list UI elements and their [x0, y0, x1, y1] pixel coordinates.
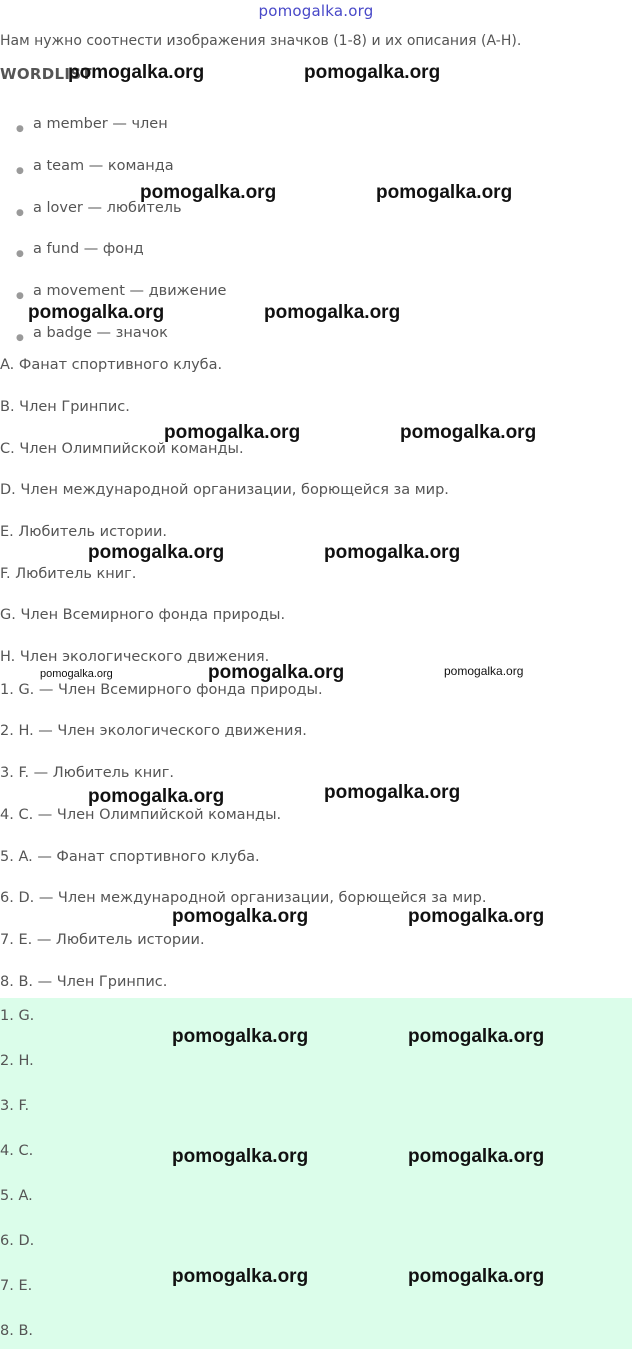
answer-item: 8. B. — [0, 1323, 34, 1339]
site-logo[interactable]: pomogalka.org — [258, 2, 374, 20]
watermark: pomogalka.org — [172, 1266, 309, 1287]
description-item: C. Член Олимпийской команды. — [0, 441, 244, 457]
answer-item: 3. F. — [0, 1098, 30, 1114]
watermark: pomogalka.org — [140, 182, 277, 203]
watermark: pomogalka.org — [408, 1026, 545, 1047]
answer-item: 2. H. — [0, 1053, 34, 1069]
wordlist-item: a team — команда — [33, 158, 174, 174]
match-item: 7. E. — Любитель истории. — [0, 932, 205, 948]
watermark: pomogalka.org — [68, 62, 205, 83]
watermark: pomogalka.org — [28, 302, 165, 323]
description-item: F. Любитель книг. — [0, 566, 137, 582]
watermark: pomogalka.org — [324, 782, 461, 803]
match-item: 8. B. — Член Гринпис. — [0, 974, 168, 990]
description-item: D. Член международной организации, борющейся за мир. — [0, 482, 449, 498]
wordlist-item: a member — член — [33, 116, 168, 132]
answer-item: 1. G. — [0, 1008, 35, 1024]
bullet-icon: ● — [16, 333, 24, 343]
watermark: pomogalka.org — [172, 1146, 309, 1167]
watermark: pomogalka.org — [408, 1146, 545, 1167]
watermark: pomogalka.org — [304, 62, 441, 83]
watermark: pomogalka.org — [400, 422, 537, 443]
watermark: pomogalka.org — [408, 906, 545, 927]
match-item: 4. C. — Член Олимпийской команды. — [0, 807, 282, 823]
wordlist-item: a badge — значок — [33, 325, 168, 341]
watermark: pomogalka.org — [88, 786, 225, 807]
watermark: pomogalka.org — [172, 906, 309, 927]
answer-item: 5. A. — [0, 1188, 33, 1204]
bullet-icon: ● — [16, 291, 24, 301]
watermark: pomogalka.org — [164, 422, 301, 443]
description-item: H. Член экологического движения. — [0, 649, 270, 665]
watermark: pomogalka.org — [444, 664, 524, 678]
bullet-icon: ● — [16, 249, 24, 259]
watermark: pomogalka.org — [264, 302, 401, 323]
watermark: pomogalka.org — [208, 662, 345, 683]
watermark: pomogalka.org — [172, 1026, 309, 1047]
wordlist-item: a movement — движение — [33, 283, 227, 299]
answer-item: 6. D. — [0, 1233, 35, 1249]
match-item: 5. A. — Фанат спортивного клуба. — [0, 849, 260, 865]
wordlist-title: WORDLIST — [0, 65, 92, 83]
answers-panel — [0, 998, 632, 1349]
watermark: pomogalka.org — [408, 1266, 545, 1287]
wordlist-item: a fund — фонд — [33, 241, 144, 257]
bullet-icon: ● — [16, 208, 24, 218]
answer-item: 7. E. — [0, 1278, 33, 1294]
answer-item: 4. C. — [0, 1143, 34, 1159]
watermark: pomogalka.org — [376, 182, 513, 203]
watermark: pomogalka.org — [324, 542, 461, 563]
match-item: 6. D. — Член международной организации, борющейся за мир. — [0, 890, 487, 906]
match-item: 1. G. — Член Всемирного фонда природы. — [0, 682, 323, 698]
match-item: 2. H. — Член экологического движения. — [0, 723, 307, 739]
task-intro: Нам нужно соотнести изображения значков (1-8) и их описания (A-H). — [0, 33, 522, 49]
watermark: pomogalka.org — [40, 668, 113, 680]
description-item: B. Член Гринпис. — [0, 399, 130, 415]
bullet-icon: ● — [16, 124, 24, 134]
bullet-icon: ● — [16, 166, 24, 176]
description-item: E. Любитель истории. — [0, 524, 168, 540]
match-item: 3. F. — Любитель книг. — [0, 765, 174, 781]
watermark: pomogalka.org — [88, 542, 225, 563]
wordlist-item: a lover — любитель — [33, 200, 182, 216]
description-item: A. Фанат спортивного клуба. — [0, 357, 223, 373]
description-item: G. Член Всемирного фонда природы. — [0, 607, 286, 623]
